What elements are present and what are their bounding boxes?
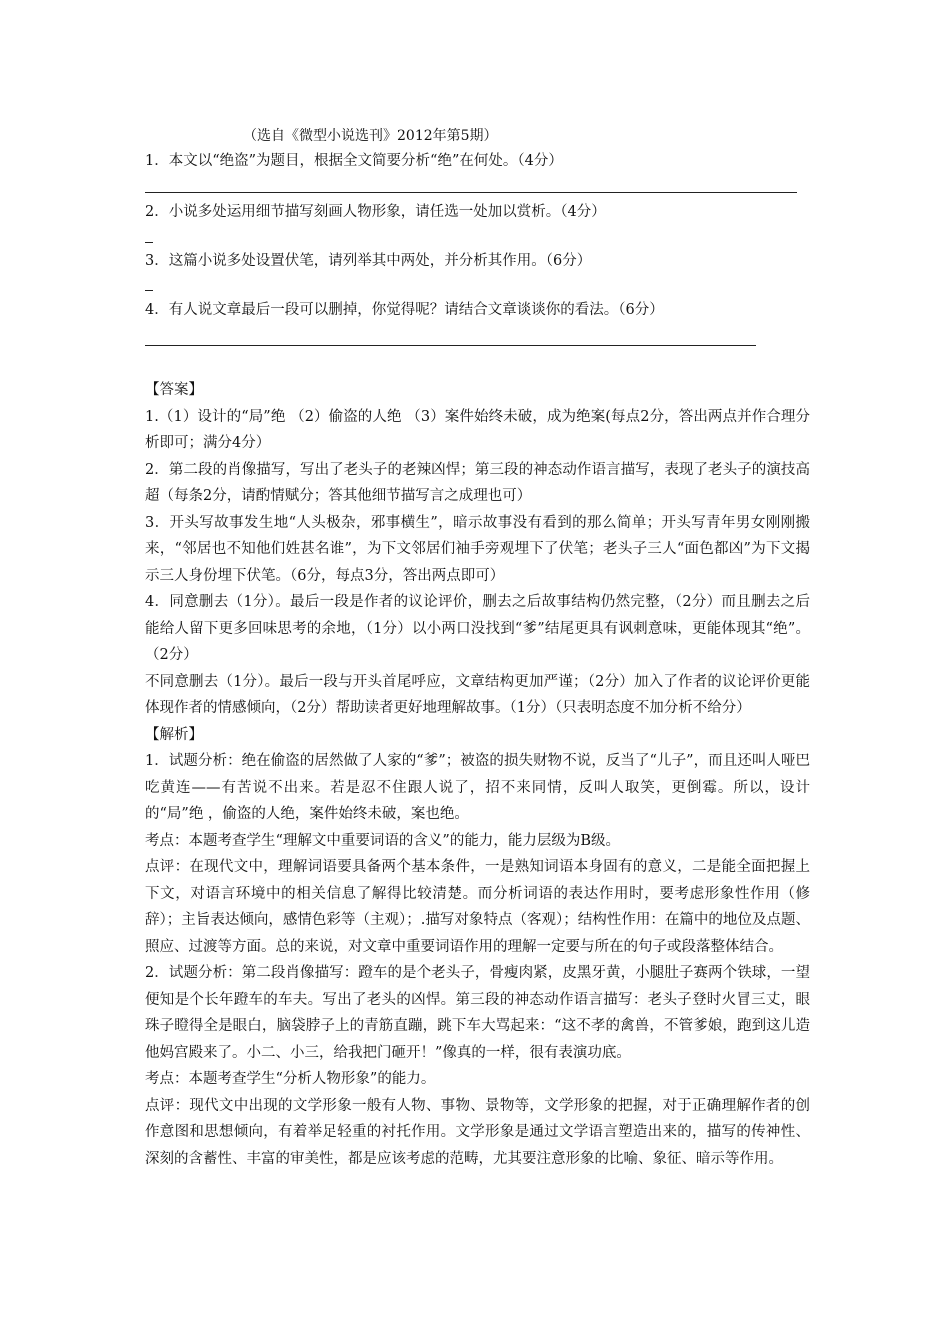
answer-4-agree: 4．同意删去（1分）。最后一段是作者的议论评价，删去之后故事结构仍然完整，（2分）而且删去之后能给人留下更多回味思考的余地，（1分）以小两口没找到“爹”结尾更具有讽刺意味，更能体现其“绝”。（2分） [145,594,810,663]
answer-3: 3．开头写故事发生地“人头极杂，邪事横生”，暗示故事没有看到的那么简单；开头写青年男女刚刚搬来，“邻居也不知他们姓甚名谁”，为下文邻居们袖手旁观埋下了伏笔；老头子三人“面色都凶”为下文揭示三人身份埋下伏笔。（6分，每点3分，答出两点即可） [145,514,810,584]
analysis-1: 1．试题分析：绝在偷盗的居然做了人家的“爹”；被盗的损失财物不说，反当了“儿子”，而且还叫人哑巴吃黄连——有苦说不出来。若是忍不住跟人说了，招不来同情，反叫人取笑，更倒霉。所以，设计的“局”绝 ，偷盗的人绝，案件始终未破，案也绝。 [145,753,810,822]
answer-line-1 [145,192,797,193]
answer-4-disagree: 不同意删去（1分）。最后一段与开头首尾呼应，文章结构更加严谨；（2分）加入了作者的议论评价更能体现作者的情感倾向，（2分）帮助读者更好地理解故事。（1分）（只表明态度不加分析不给分） [145,673,810,716]
answer-line-4 [145,345,756,346]
analysis-2-kaodian: 考点：本题考查学生“分析人物形象”的能力。 [145,1071,436,1087]
answer-dash-3 [145,290,153,291]
question-1: 1．本文以“绝盗”为题目，根据全文简要分析“绝”在何处。（4分） [145,153,563,169]
analysis-2-dianping: 点评：现代文中出现的文学形象一般有人物、事物、景物等，文学形象的把握，对于正确理解作者的创作意图和思想倾向，有着举足轻重的衬托作用。文学形象是通过文学语言塑造出来的，描写的传神性、深刻的含蓄性、丰富的审美性，都是应该考虑的范畴，尤其要注意形象的比喻、象征、暗示等作用。 [145,1097,810,1167]
analysis-heading: 【解析】 [145,726,203,743]
source-citation: （选自《微型小说选刊》2012年第5期） [243,128,498,144]
analysis-1-dianping: 点评：在现代文中，理解词语要具备两个基本条件，一是熟知词语本身固有的意义，二是能全面把握上下文，对语言环境中的相关信息了解得比较清楚。而分析词语的表达作用时，要考虑形象性作用（修辞）；主旨表达倾向，感情色彩等（主观）；.描写对象特点（客观）；结构性作用：在篇中的地位及点题、照应、过渡等方面。总的来说，对文章中重要词语作用的理解一定要与所在的句子或段落整体结合。 [145,859,810,955]
answer-2: 2．第二段的肖像描写，写出了老头子的老辣凶悍；第三段的神态动作语言描写，表现了老头子的演技高超（每条2分，请酌情赋分；答其他细节描写言之成理也可） [145,461,810,504]
analysis-2: 2．试题分析：第二段肖像描写：蹬车的是个老头子，骨瘦肉紧，皮黑牙黄，小腿肚子赛两个铁球，一望便知是个长年蹬车的车夫。写出了老头的凶悍。第三段的神态动作语言描写：老头子登时火冒三丈，眼珠子瞪得全是眼白，脑袋脖子上的青筋直蹦，跳下车大骂起来：“这不孝的禽兽，不管爹娘，跑到这儿造他妈宫殿来了。小二、小三，给我把门砸开！”像真的一样，很有表演功底。 [145,965,810,1061]
analysis-1-kaodian: 考点：本题考查学生“理解文中重要词语的含义”的能力，能力层级为B级。 [145,832,620,849]
question-3: 3．这篇小说多处设置伏笔，请列举其中两处，并分析其作用。（6分） [145,253,592,269]
answer-dash-2 [145,242,153,243]
answer-1: 1.（1）设计的“局”绝 （2）偷盗的人绝 （3）案件始终未破，成为绝案(每点2分，答出两点并作合理分析即可；满分4分） [145,408,810,451]
answer-section [145,377,810,1172]
question-2: 2．小说多处运用细节描写刻画人物形象，请任选一处加以赏析。（4分） [145,204,606,220]
question-4: 4．有人说文章最后一段可以删掉，你觉得呢？请结合文章谈谈你的看法。（6分） [145,302,664,318]
answer-heading: 【答案】 [145,382,203,398]
